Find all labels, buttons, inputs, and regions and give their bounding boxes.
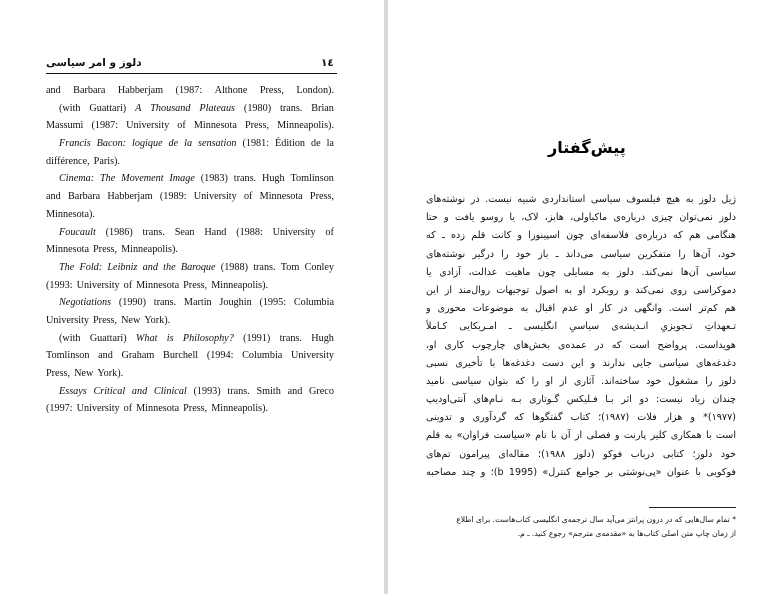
bibliography-word: Minneapolis). [211, 279, 269, 291]
bibliography-word: Press, [183, 403, 208, 415]
body-line: خود دلوز؛ کتابی درباب فوکو (دلوز ۱۹۸۸)؛ مقاله‌ای پیرامون تم‌های [426, 448, 736, 460]
italic-title-word: Fold: [79, 261, 103, 273]
bibliography-word: Smith [256, 385, 281, 397]
bibliography-line [46, 383, 334, 401]
bibliography-word: (1981: [242, 138, 270, 150]
italic-title-word: The [99, 173, 116, 185]
body-line: است با همکاری کلیر پارنت و فصلی از آن با نام «سیاست فراوان» به قلم [426, 430, 736, 442]
bibliography-word: Minnesota [136, 403, 180, 415]
bibliography-line [46, 82, 334, 100]
body-line: هم کم‌تر است. وانگهی در کار او عدم اقبال به موضوعات محوری و [426, 303, 736, 315]
bibliography-word: de [310, 138, 321, 150]
bibliography-word: trans. [279, 332, 302, 344]
right-page [388, 0, 783, 594]
bibliography-word: trans. [153, 297, 177, 309]
bibliography-word: la [326, 138, 334, 150]
bibliography-word: (1989: [159, 191, 187, 203]
bibliography-word: of [123, 279, 133, 291]
bibliography-word: (1986) [105, 226, 133, 238]
bibliography-word: Joughin [219, 297, 252, 309]
italic-title-word: and [131, 385, 148, 397]
bibliography-word: Minneapolis). [121, 244, 178, 256]
bibliography-word: York). [144, 314, 171, 326]
bibliography-word: (1988) [220, 261, 248, 273]
bibliography-word: (1995: [259, 297, 287, 309]
bibliography-line [46, 170, 334, 188]
bibliography-word: (1987: [175, 85, 203, 96]
bibliography-word: (with [59, 102, 81, 114]
bibliography-word: University [126, 120, 170, 132]
italic-title-word: Plateaus [199, 102, 236, 114]
bibliography-word: Minnesota [193, 120, 237, 132]
bibliography-word: Tomlinson [290, 173, 334, 185]
bibliography-word: (1994: [206, 350, 234, 362]
italic-title-word: Francis [59, 138, 91, 150]
italic-title-word: Image [169, 173, 195, 185]
body-line: خود، آن‌ها را متفکرین سیاسی می‌داند ـ باز خود را درگیر نوشته‌های [426, 248, 736, 260]
bibliography-word: (1988: [236, 226, 263, 238]
italic-title-word: is [166, 332, 174, 344]
bibliography-word: trans. [253, 261, 276, 273]
bibliography-word: Minnesota [259, 191, 303, 203]
body-line: هنگامی هم که درباره‌ی فلاسفه‌ای چون اسپینوزا و کانت قلم زده ـ که [426, 230, 736, 242]
body-line: هویداست. پرواضح است که در عمده‌ی بخش‌های چارچوب کاری او، [426, 339, 736, 351]
italic-title-word: Thousand [150, 102, 191, 114]
bibliography-word: trans. [233, 173, 257, 185]
bibliography-word: trans. [142, 226, 165, 238]
bibliography-word: Press, [244, 120, 270, 132]
bibliography-word: (1993) [193, 385, 221, 397]
chapter-heading: پیش‌گفتار [548, 138, 626, 157]
header-rule [46, 73, 337, 74]
bibliography-line [46, 188, 334, 206]
bibliography-word: (1997: [46, 403, 73, 415]
bibliography-line [46, 153, 334, 171]
bibliography-line [46, 224, 334, 242]
bibliography-word: Habberjam [117, 85, 164, 96]
body-line: تـعهداتِ تـجویزیِ انـدیشه‌ی سیاسیِ انگلیسی ـ امـریکایی کـاملاً [426, 321, 736, 333]
bibliography-word: and [46, 191, 61, 203]
bibliography-word: Graham [121, 350, 155, 362]
bibliography-word: and [46, 85, 61, 96]
bibliography-word: University [193, 191, 237, 203]
bibliography-word: Martin [183, 297, 212, 309]
italic-title-word: de [168, 138, 179, 150]
bibliography-word: Barbara [67, 191, 101, 203]
bibliography-word: New [74, 368, 94, 379]
bibliography-line [46, 241, 334, 259]
bibliography-word: Tom [280, 261, 300, 273]
bibliography-word: York). [97, 368, 124, 379]
bibliography-word: Paris). [93, 155, 120, 167]
bibliography-line [46, 206, 334, 224]
bibliography-word: Guattari) [89, 102, 127, 114]
body-line: فوکویی با عنوان «پی‌نوشتی بر جوامع کنترل» (1995 b)؛ و چند مصاحبه [426, 466, 736, 478]
bibliography-word: Press, [309, 191, 334, 203]
bibliography-word: (1990) [118, 297, 147, 309]
footnote-line: از زمان چاپ متن اصلی کتاب‌ها به «مقدمه‌ی مترجم» رجوع کنید. ـ م. [517, 529, 736, 538]
bibliography-word: Habberjam [107, 191, 153, 203]
bibliography-word: Sean [174, 226, 195, 238]
italic-title-word: sensation [198, 138, 237, 150]
italic-title-word: logique [132, 138, 163, 150]
italic-title-word: What [135, 332, 158, 344]
italic-title-word: Leibniz [107, 261, 138, 273]
body-line: دلوز نمی‌توان چیزی درباره‌ی ماکیاولی، هابز، لاک، یا روسو یافت و حتا [426, 212, 736, 224]
italic-title-word: Negotiations [59, 297, 112, 309]
italic-title-word: Movement [121, 173, 164, 185]
italic-title-word: Critical [93, 385, 126, 397]
bibliography-word: Minnesota [46, 244, 90, 256]
bibliography-word: New [121, 314, 141, 326]
bibliography-word: Massumi [46, 120, 84, 132]
footnote-line: * تمام سال‌هایی که در درون پرانتز می‌آید سال ترجمه‌ی انگلیسی کتاب‌هاست. برای اطلاع [456, 515, 736, 524]
bibliography-line [46, 312, 334, 330]
bibliography-list [46, 82, 334, 418]
body-line: چندان زیاد نیست: دو اثر بـا فـلیکس گـوتاری بـه نـام‌های آنتی‌اودیپ [426, 394, 736, 406]
bibliography-word: (with [59, 332, 81, 344]
bibliography-word: and [287, 385, 303, 397]
bibliography-word: Greco [309, 385, 334, 397]
bibliography-word: Press, [183, 279, 208, 291]
bibliography-word: trans. [227, 385, 250, 397]
bibliography-line [46, 277, 334, 295]
bibliography-word: Press, [93, 314, 118, 326]
bibliography-word: and [98, 350, 113, 362]
bibliography-word: Burchell [163, 350, 199, 362]
bibliography-word: Columbia [293, 297, 334, 309]
bibliography-word: Conley [304, 261, 334, 273]
bibliography-word: Minneapolis). [211, 403, 269, 415]
italic-title-word: The [59, 261, 75, 273]
bibliography-line [46, 117, 334, 135]
bibliography-word: (1993: [46, 279, 73, 291]
bibliography-word: Press, [46, 368, 71, 379]
bibliography-word: (1980) [243, 102, 272, 114]
bibliography-word: Édition [275, 138, 306, 150]
footnote-rule [649, 507, 736, 508]
bibliography-word: University [76, 279, 120, 291]
bibliography-word: University [290, 350, 334, 362]
bibliography-word: of [177, 120, 186, 132]
bibliography-word: University [272, 226, 316, 238]
bibliography-word: (1987: [91, 120, 119, 132]
bibliography-line [46, 330, 334, 348]
bibliography-word: Minneapolis). [277, 120, 334, 132]
bibliography-word: of [325, 226, 334, 238]
italic-title-word: Baroque [180, 261, 216, 273]
italic-title-word: Clinical [153, 385, 187, 397]
bibliography-word: Althone [214, 85, 248, 96]
body-line: دغدغه‌های سیاسی جایی ندارند و این دست دغدغه‌ها با تأخیری نسبی [426, 357, 736, 369]
bibliography-line [46, 259, 334, 277]
footnote [426, 513, 736, 541]
bibliography-word: Columbia [242, 350, 283, 362]
bibliography-word: (1991) [243, 332, 271, 344]
bibliography-line [46, 347, 334, 365]
italic-title-word: Philosophy? [182, 332, 234, 344]
italic-title-word: the [163, 261, 176, 273]
bibliography-word: University [46, 314, 90, 326]
bibliography-line [46, 400, 334, 418]
bibliography-word: of [123, 403, 133, 415]
bibliography-word: trans. [280, 102, 303, 114]
bibliography-word: Hand [204, 226, 227, 238]
bibliography-word: Hugh [261, 173, 285, 185]
body-line: سیاسی آن‌ها نمی‌کند. دلوز به مسایلی چون ماهیت عدالت، آزادی یا [426, 266, 736, 278]
body-line: (۱۹۷۷)* و هزار فلات (۱۹۸۷)؛ کتاب گفتگوها که گردآوری و تدوینی [426, 412, 736, 424]
body-line: دلوز را مشغول خود ساخته‌اند. آثاری از او را که بتوان سیاسی نامید [426, 375, 736, 387]
bibliography-word: Tomlinson [46, 350, 90, 362]
bibliography-line [46, 365, 334, 383]
bibliography-word: (1983) [200, 173, 228, 185]
page-number: ١٤ [321, 57, 334, 69]
bibliography-word: Barbara [73, 85, 106, 96]
italic-title-word: Foucault [59, 226, 96, 238]
body-text [426, 191, 736, 482]
bibliography-word: différence, [46, 155, 90, 167]
italic-title-word: la [184, 138, 193, 150]
body-line: دموکراسی روی نمی‌کند و رویکرد او به اصول توجیهات روال‌مند از این [426, 284, 736, 296]
bibliography-line [46, 100, 334, 118]
bibliography-word: Minnesota). [46, 208, 95, 220]
bibliography-word: Press, [259, 85, 284, 96]
italic-title-word: and [142, 261, 158, 273]
bibliography-word: Press, [93, 244, 118, 256]
running-header [46, 57, 337, 71]
bibliography-word: University [76, 403, 120, 415]
bibliography-word: Guattari) [89, 332, 127, 344]
bibliography-line [46, 294, 334, 312]
bibliography-line [46, 135, 334, 153]
body-line: ژیل دلوز به هیچ فیلسوف سیاسی استانداردی شبیه نیست. در نوشته‌های [426, 194, 736, 205]
italic-title-word: Essays [59, 385, 87, 397]
bibliography-word: of [243, 191, 253, 203]
bibliography-word: London). [296, 85, 334, 96]
italic-title-word: A [135, 102, 142, 114]
italic-title-word: Cinema: [59, 173, 95, 185]
italic-title-word: Bacon: [96, 138, 127, 150]
left-page [0, 0, 384, 594]
running-title: دلوز و امر سیاسی [46, 57, 142, 69]
bibliography-word: Minnesota [136, 279, 180, 291]
bibliography-word: Hugh [311, 332, 334, 344]
bibliography-word: Brian [311, 102, 334, 114]
